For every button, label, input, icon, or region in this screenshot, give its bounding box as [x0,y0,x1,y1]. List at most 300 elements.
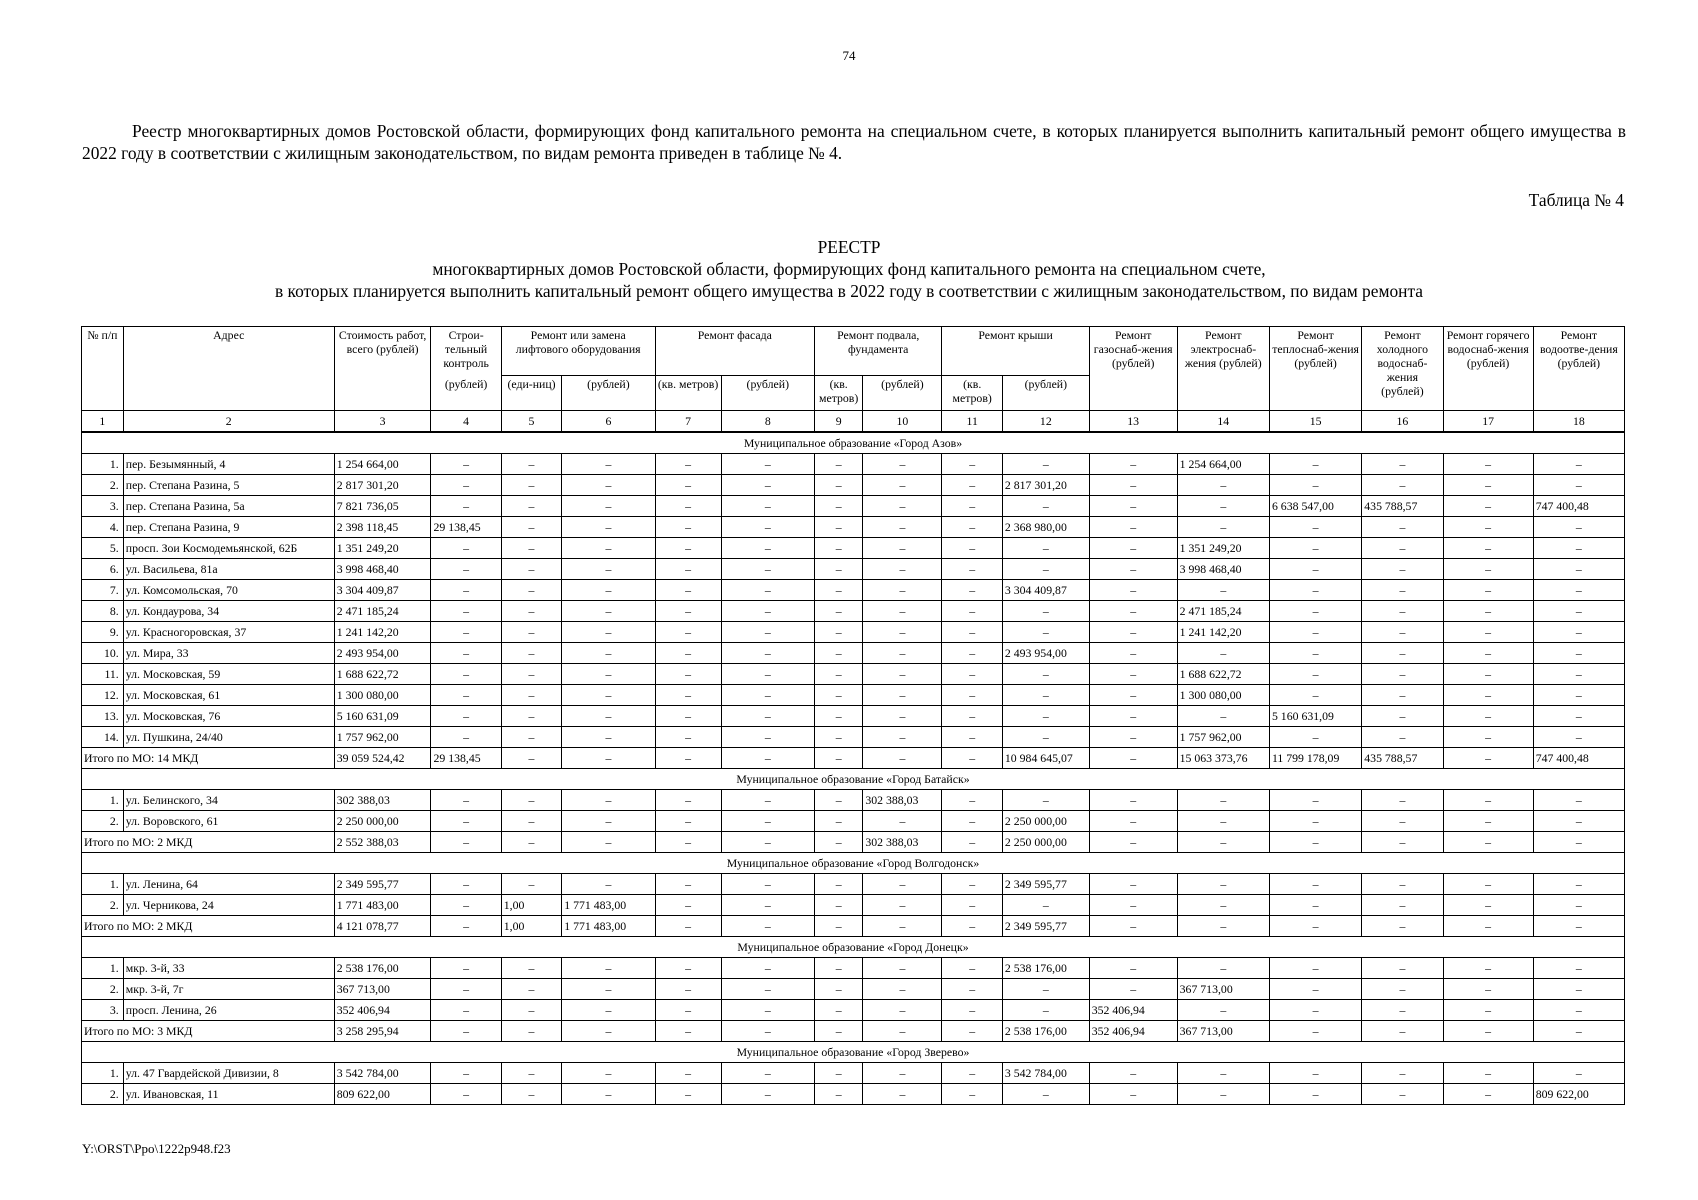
total-cell: – [942,916,1002,937]
table-cell: – [1089,790,1177,811]
amount-cell: 1 300 080,00 [1177,685,1269,706]
column-number: 13 [1089,411,1177,433]
address-cell: ул. Кондаурова, 34 [123,601,334,622]
table-cell: – [814,1084,862,1105]
table-cell: – [655,517,721,538]
table-cell: – [1533,454,1624,475]
table-cell: – [721,475,814,496]
total-cell: – [1443,832,1533,853]
table-cell: – [814,664,862,685]
amount-cell: 2 368 980,00 [1002,517,1089,538]
row-number: 12. [82,685,124,706]
amount-cell: 3 304 409,87 [334,580,431,601]
table-cell: – [1443,811,1533,832]
table-cell: – [1362,601,1443,622]
amount-cell: 809 622,00 [334,1084,431,1105]
address-cell: пер. Степана Разина, 9 [123,517,334,538]
table-cell: – [814,538,862,559]
table-cell: – [863,727,942,748]
table-cell: – [501,874,561,895]
table-row [82,811,1625,832]
table-cell: – [863,454,942,475]
table-cell: – [1177,643,1269,664]
amount-cell: 367 713,00 [1177,979,1269,1000]
total-cell: – [942,748,1002,769]
table-cell: – [1177,790,1269,811]
column-number: 14 [1177,411,1269,433]
table-cell: – [942,517,1002,538]
table-cell: – [1443,517,1533,538]
table-cell: – [942,958,1002,979]
total-cell: – [655,916,721,937]
table-cell: – [863,496,942,517]
table-cell: – [1089,979,1177,1000]
table-cell: – [942,559,1002,580]
table-cell: – [431,1063,501,1084]
table-cell: – [562,496,655,517]
registry-title-line2: многоквартирных домов Ростовской области, формирующих фонд капитального ремонта на специальном счете, [432,259,1266,279]
column-number: 3 [334,411,431,433]
total-cell: – [1089,748,1177,769]
table-cell: – [942,727,1002,748]
table-cell: – [655,958,721,979]
total-cell: 367 713,00 [1177,1021,1269,1042]
total-cell: 4 121 078,77 [334,916,431,937]
table-cell: – [501,580,561,601]
table-cell: – [1533,1000,1624,1021]
total-cell: 15 063 373,76 [1177,748,1269,769]
table-cell: – [655,1063,721,1084]
table-row [82,601,1625,622]
municipality-row [82,853,1625,874]
header-lift: Ремонт или замена лифтового оборудования [501,327,655,376]
column-number: 5 [501,411,561,433]
table-row [82,874,1625,895]
table-cell: – [655,538,721,559]
table-cell: – [1089,622,1177,643]
table-cell: – [942,475,1002,496]
table-cell: – [1443,559,1533,580]
table-cell: – [1362,790,1443,811]
table-cell: – [1269,664,1361,685]
address-cell: ул. Черникова, 24 [123,895,334,916]
column-number: 9 [814,411,862,433]
table-cell: – [863,475,942,496]
amount-cell: 3 542 784,00 [1002,1063,1089,1084]
table-row [82,895,1625,916]
table-cell: – [721,811,814,832]
registry-title [0,236,1698,302]
table-cell: – [562,454,655,475]
table-cell: – [1269,601,1361,622]
table-cell: – [1089,685,1177,706]
table-cell: – [562,790,655,811]
table-cell: – [863,1000,942,1021]
total-cell: – [1089,832,1177,853]
table-cell: – [562,685,655,706]
table-cell: – [655,622,721,643]
table-cell: – [814,874,862,895]
table-cell: – [655,790,721,811]
municipality-name: Муниципальное образование «Город Зверево» [82,1042,1625,1063]
row-number: 1. [82,958,124,979]
table-row [82,1063,1625,1084]
table-row [82,664,1625,685]
table-cell: – [1002,1000,1089,1021]
total-cell: 29 138,45 [431,748,501,769]
total-label: Итого по МО: 2 МКД [82,916,335,937]
address-cell: ул. Пушкина, 24/40 [123,727,334,748]
header-facade-sqm: (кв. метров) [655,376,721,411]
table-cell: – [655,580,721,601]
amount-cell: 435 788,57 [1362,496,1443,517]
table-cell: – [814,1063,862,1084]
table-row [82,727,1625,748]
total-row [82,832,1625,853]
amount-cell: 2 538 176,00 [1002,958,1089,979]
table-cell: – [655,874,721,895]
table-cell: – [721,958,814,979]
address-cell: ул. Белинского, 34 [123,790,334,811]
table-cell: – [655,979,721,1000]
header-basement-sqm: (кв. метров) [814,376,862,411]
table-cell: – [1269,979,1361,1000]
total-cell: – [1533,916,1624,937]
table-cell: – [562,643,655,664]
table-cell: – [1362,475,1443,496]
table-cell: – [501,1084,561,1105]
row-number: 2. [82,1084,124,1105]
amount-cell: 5 160 631,09 [1269,706,1361,727]
total-cell: 10 984 645,07 [1002,748,1089,769]
address-cell: ул. Московская, 61 [123,685,334,706]
table-cell: – [562,874,655,895]
header-roof-rub: (рублей) [1002,376,1089,411]
total-cell: – [863,1021,942,1042]
table-cell: – [942,664,1002,685]
amount-cell: 2 538 176,00 [334,958,431,979]
municipality-row [82,769,1625,790]
total-cell: – [1533,1021,1624,1042]
row-number: 6. [82,559,124,580]
table-cell: – [431,538,501,559]
total-cell: – [501,1021,561,1042]
table-cell: – [431,1000,501,1021]
table-cell: – [721,1084,814,1105]
table-cell: – [1533,559,1624,580]
amount-cell: 2 398 118,45 [334,517,431,538]
table-cell: – [721,979,814,1000]
table-cell: – [501,643,561,664]
row-number: 11. [82,664,124,685]
amount-cell: 1 254 664,00 [334,454,431,475]
table-cell: – [1443,538,1533,559]
table-cell: – [863,685,942,706]
table-cell: – [655,1000,721,1021]
table-cell: – [1177,958,1269,979]
table-cell: – [1002,979,1089,1000]
table-cell: – [1362,1084,1443,1105]
table-cell: – [431,601,501,622]
table-cell: – [1533,727,1624,748]
total-cell: – [814,916,862,937]
table-cell: – [1269,874,1361,895]
table-cell: – [1002,895,1089,916]
address-cell: пер. Степана Разина, 5 [123,475,334,496]
table-cell: – [562,1063,655,1084]
table-cell: – [655,643,721,664]
table-cell: – [863,895,942,916]
total-cell: – [431,916,501,937]
row-number: 3. [82,1000,124,1021]
table-cell: – [1177,811,1269,832]
total-cell: – [1269,832,1361,853]
total-cell: – [501,832,561,853]
total-cell: – [1443,1021,1533,1042]
table-cell: – [1533,517,1624,538]
total-cell: – [942,832,1002,853]
amount-cell: 2 471 185,24 [1177,601,1269,622]
table-cell: – [501,496,561,517]
total-cell: – [1533,832,1624,853]
table-cell: – [863,559,942,580]
total-cell: 435 788,57 [1362,748,1443,769]
table-cell: – [1362,559,1443,580]
table-cell: – [1089,475,1177,496]
table-cell: – [1002,685,1089,706]
table-cell: – [814,475,862,496]
amount-cell: 1 688 622,72 [1177,664,1269,685]
total-cell: – [655,748,721,769]
total-cell: 2 349 595,77 [1002,916,1089,937]
table-cell: – [1362,958,1443,979]
table-cell: – [863,811,942,832]
address-cell: ул. Воровского, 61 [123,811,334,832]
row-number: 7. [82,580,124,601]
row-number: 1. [82,874,124,895]
table-cell: – [501,1063,561,1084]
table-cell: – [1002,496,1089,517]
row-number: 10. [82,643,124,664]
table-row [82,958,1625,979]
table-cell: – [562,559,655,580]
row-number: 2. [82,475,124,496]
table-cell: – [431,958,501,979]
table-cell: – [431,496,501,517]
total-label: Итого по МО: 2 МКД [82,832,335,853]
total-cell: 39 059 524,42 [334,748,431,769]
table-cell: – [1269,1084,1361,1105]
amount-cell: 809 622,00 [1533,1084,1624,1105]
table-cell: – [863,664,942,685]
table-cell: – [1002,727,1089,748]
table-cell: – [1177,580,1269,601]
table-cell: – [1443,727,1533,748]
table-row [82,979,1625,1000]
amount-cell: 2 493 954,00 [334,643,431,664]
table-row [82,559,1625,580]
table-cell: – [863,979,942,1000]
header-facade-rub: (рублей) [721,376,814,411]
column-number: 8 [721,411,814,433]
amount-cell: 1 757 962,00 [1177,727,1269,748]
table-cell: – [1443,1084,1533,1105]
table-cell: – [431,580,501,601]
amount-cell: 1 351 249,20 [1177,538,1269,559]
column-number: 17 [1443,411,1533,433]
address-cell: ул. Мира, 33 [123,643,334,664]
table-cell: – [431,979,501,1000]
table-cell: – [942,1063,1002,1084]
address-cell: просп. Ленина, 26 [123,1000,334,1021]
table-cell: – [721,454,814,475]
table-cell: – [1533,664,1624,685]
table-cell: – [1002,601,1089,622]
table-cell: – [562,622,655,643]
table-cell: – [501,664,561,685]
amount-cell: 1 771 483,00 [334,895,431,916]
total-row [82,916,1625,937]
total-cell: 2 250 000,00 [1002,832,1089,853]
table-cell: – [655,811,721,832]
table-cell: – [501,706,561,727]
table-cell: – [1002,454,1089,475]
registry-table [81,326,1625,1105]
column-number: 15 [1269,411,1361,433]
total-cell: – [863,916,942,937]
table-cell: – [1269,475,1361,496]
table-cell: – [655,559,721,580]
amount-cell: 3 304 409,87 [1002,580,1089,601]
table-cell: – [1002,538,1089,559]
table-cell: – [1443,958,1533,979]
table-cell: – [562,664,655,685]
table-cell: – [1089,517,1177,538]
table-cell: – [942,643,1002,664]
table-cell: – [1269,790,1361,811]
table-cell: – [1269,622,1361,643]
table-cell: – [1089,454,1177,475]
table-cell: – [721,664,814,685]
table-cell: – [721,706,814,727]
table-label: Таблица № 4 [1528,190,1624,210]
amount-cell: 1 254 664,00 [1177,454,1269,475]
table-cell: – [655,664,721,685]
amount-cell: 352 406,94 [1089,1000,1177,1021]
table-cell: – [721,559,814,580]
amount-cell: 1 300 080,00 [334,685,431,706]
column-number: 16 [1362,411,1443,433]
table-cell: – [721,1000,814,1021]
table-cell: – [1533,811,1624,832]
address-cell: ул. Ивановская, 11 [123,1084,334,1105]
table-cell: – [1443,475,1533,496]
table-cell: – [1443,706,1533,727]
table-cell: – [1533,1063,1624,1084]
table-cell: – [1443,1063,1533,1084]
table-cell: – [562,1084,655,1105]
municipality-row [82,1042,1625,1063]
table-cell: – [942,874,1002,895]
total-cell: – [562,832,655,853]
table-cell: – [655,454,721,475]
table-cell: – [1362,979,1443,1000]
table-cell: – [1177,1084,1269,1105]
row-number: 1. [82,454,124,475]
table-cell: – [1177,1063,1269,1084]
table-cell: – [942,811,1002,832]
amount-cell: 3 998 468,40 [334,559,431,580]
table-cell: – [1533,538,1624,559]
table-cell: – [1089,706,1177,727]
total-cell: – [1362,1021,1443,1042]
table-cell: – [721,790,814,811]
total-cell: – [863,748,942,769]
table-cell: – [562,727,655,748]
table-cell: – [501,601,561,622]
table-cell: – [655,706,721,727]
table-cell: – [1089,1063,1177,1084]
table-cell: – [1002,622,1089,643]
table-cell: – [721,643,814,664]
total-cell: – [562,1021,655,1042]
header-control-unit: (рублей) [431,376,501,411]
table-cell: – [1089,601,1177,622]
table-cell: – [814,601,862,622]
table-cell: – [814,517,862,538]
row-number: 9. [82,622,124,643]
total-cell: – [1177,916,1269,937]
table-cell: – [1443,601,1533,622]
row-number: 2. [82,895,124,916]
amount-cell: 2 349 595,77 [1002,874,1089,895]
table-cell: – [1533,790,1624,811]
amount-cell: 5 160 631,09 [334,706,431,727]
file-path-footer: Y:\ORST\Ppo\1222p948.f23 [82,1141,231,1156]
table-cell: – [814,643,862,664]
row-number: 1. [82,790,124,811]
municipality-row [82,432,1625,454]
table-cell: – [1089,958,1177,979]
row-number: 5. [82,538,124,559]
amount-cell: 6 638 547,00 [1269,496,1361,517]
header-control: Строи-тельный контроль [431,327,501,376]
table-cell: – [562,538,655,559]
row-number: 13. [82,706,124,727]
table-cell: – [431,643,501,664]
total-cell: 2 538 176,00 [1002,1021,1089,1042]
amount-cell: 1 757 962,00 [334,727,431,748]
table-cell: – [1269,538,1361,559]
table-cell: – [863,958,942,979]
table-cell: – [501,538,561,559]
total-cell: 11 799 178,09 [1269,748,1361,769]
registry-title-line3: в которых планируется выполнить капитальный ремонт общего имущества в 2022 году в соответствии с жилищным законодательством, по видам ремонта [274,281,1424,301]
table-cell: – [655,475,721,496]
table-cell: – [814,727,862,748]
address-cell: ул. Ленина, 64 [123,874,334,895]
header-drainage: Ремонт водоотве-дения (рублей) [1533,327,1624,411]
header-electric: Ремонт электроснаб-жения (рублей) [1177,327,1269,411]
table-cell: – [721,496,814,517]
table-cell: – [1443,1000,1533,1021]
table-cell: – [431,706,501,727]
table-cell: – [942,895,1002,916]
column-number: 10 [863,411,942,433]
table-cell: – [814,706,862,727]
total-cell: – [1269,1021,1361,1042]
address-cell: ул. Красногоровская, 37 [123,622,334,643]
